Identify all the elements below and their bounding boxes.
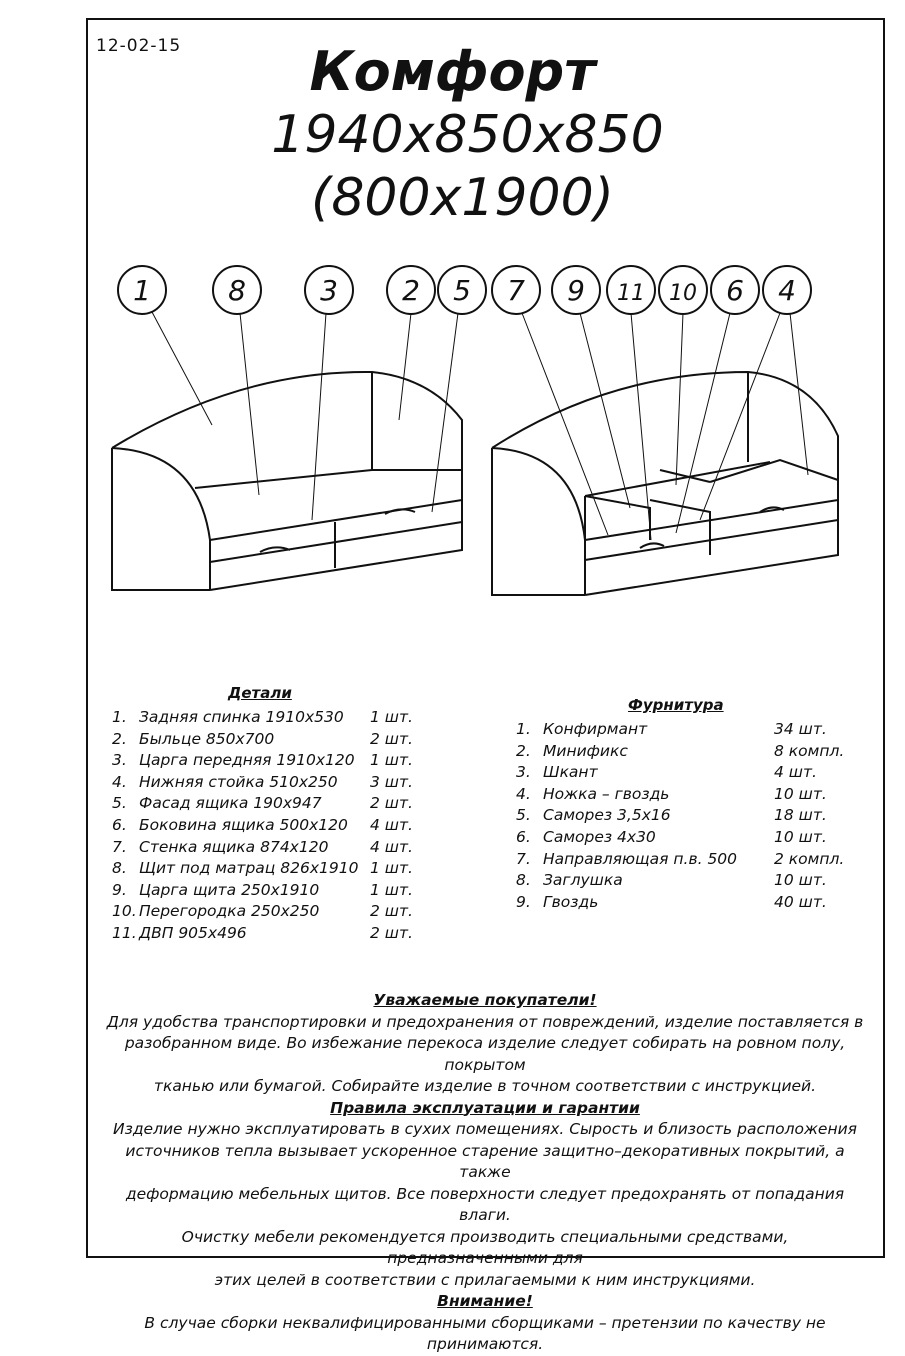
svg-text:7: 7 (507, 274, 525, 307)
parts-item (112, 815, 432, 837)
item-number: 11. (112, 923, 137, 942)
item-name: Саморез 3,5x16 (543, 806, 671, 825)
parts-list (112, 707, 432, 945)
item-number: 2. (516, 741, 531, 760)
hardware-item (516, 892, 856, 914)
item-name: Царга щита 250x1910 (139, 880, 320, 899)
item-quantity: 1 шт. (370, 859, 413, 878)
hardware-item (516, 827, 856, 849)
bed-assembled-drawing (112, 372, 462, 590)
warning-line: В случае сборки неквалифицированными сборщиками – претензии по качеству не принимаются. (144, 1313, 826, 1353)
hardware-item (516, 784, 856, 806)
hardware-item (516, 741, 856, 763)
svg-text:4: 4 (778, 274, 796, 307)
callout-8 (213, 266, 261, 314)
item-name: Задняя спинка 1910x530 (139, 708, 344, 726)
hardware-item (516, 870, 856, 892)
parts-item (112, 837, 432, 859)
parts-item (112, 772, 432, 794)
svg-text:8: 8 (228, 274, 246, 307)
item-name: Боковина ящика 500x120 (139, 815, 348, 834)
parts-item (112, 750, 432, 772)
item-name: Ножка – гвоздь (543, 784, 670, 803)
product-dimensions: 1940x850x850 (271, 105, 664, 165)
rules-line: деформацию мебельных щитов. Все поверхности следует предохранять от попадания влаги. (125, 1184, 845, 1224)
rules-line: этих целей в соответствии с прилагаемыми к ним инструкциями. (214, 1270, 756, 1289)
svg-text:3: 3 (320, 274, 338, 307)
item-quantity: 2 шт. (370, 794, 413, 813)
hardware-item (516, 849, 856, 871)
callout-2 (387, 266, 435, 314)
item-name: Шкант (543, 763, 598, 782)
item-number: 1. (516, 720, 531, 738)
item-number: 9. (516, 892, 531, 911)
item-name: Нижняя стойка 510x250 (139, 772, 338, 791)
item-name: Щит под матрац 826x1910 (139, 859, 359, 878)
item-name: Гвоздь (543, 892, 599, 911)
callout-1 (118, 266, 166, 314)
rules-line: Очистку мебели рекомендуется производить специальными средствами, предназначенными для (181, 1227, 789, 1267)
item-quantity: 40 шт. (774, 892, 827, 911)
item-name: Фасад ящика 190x947 (139, 794, 322, 813)
item-number: 6. (516, 827, 531, 846)
greeting-line: тканью или бумагой. Собирайте изделие в точном соответствии с инструкцией. (153, 1077, 817, 1095)
callout-9 (552, 266, 600, 314)
mattress-size: (800x1900) (311, 168, 614, 228)
item-quantity: 10 шт. (774, 871, 827, 890)
item-number: 3. (516, 763, 531, 782)
item-name: Царга передняя 1910x120 (139, 751, 355, 770)
callout-7 (492, 266, 540, 314)
item-quantity: 18 шт. (774, 806, 827, 825)
item-name: Заглушка (543, 871, 623, 890)
item-quantity: 10 шт. (774, 784, 827, 803)
parts-item (112, 880, 432, 902)
notes-section (100, 990, 870, 1356)
item-name: Направляющая п.в. 500 (543, 849, 738, 868)
item-number: 4. (516, 784, 531, 803)
item-number: 10. (112, 902, 137, 921)
warning-heading: Внимание! (437, 1292, 533, 1310)
hardware-list (516, 719, 856, 913)
parts-item (112, 729, 432, 751)
parts-item (112, 923, 432, 945)
item-number: 3. (112, 751, 127, 770)
item-number: 8. (516, 871, 531, 890)
item-number: 5. (516, 806, 531, 825)
item-quantity: 10 шт. (774, 827, 827, 846)
item-number: 7. (516, 849, 531, 868)
item-quantity: 4 шт. (370, 815, 413, 834)
rules-line: источников тепла вызывает ускоренное старение защитно–декоративных покрытий, а также (125, 1141, 845, 1181)
callout-11 (607, 266, 655, 314)
item-name: Стенка ящика 874x120 (139, 837, 329, 856)
rules-line: Изделие нужно эксплуатировать в сухих помещениях. Сырость и близость расположения (112, 1120, 857, 1138)
item-quantity: 1 шт. (370, 708, 413, 726)
parts-item (112, 793, 432, 815)
leader-lines (152, 312, 808, 540)
document-code: 12-02-15 (96, 36, 182, 56)
svg-text:1: 1 (133, 274, 151, 307)
hardware-item (516, 762, 856, 784)
bed-frame-drawing (492, 372, 838, 595)
callout-4 (763, 266, 811, 314)
svg-text:6: 6 (726, 274, 744, 307)
callout-5 (438, 266, 486, 314)
hardware-item (516, 719, 856, 741)
item-quantity: 1 шт. (370, 751, 413, 770)
greeting-heading: Уважаемые покупатели! (373, 991, 597, 1009)
svg-text:9: 9 (567, 274, 585, 307)
callout-6 (711, 266, 759, 314)
item-number: 7. (112, 837, 127, 856)
item-number: 1. (112, 708, 127, 726)
callout-3 (305, 266, 353, 314)
svg-text:5: 5 (453, 274, 471, 307)
product-title: Комфорт (309, 40, 596, 103)
item-name: ДВП 905x496 (139, 923, 247, 942)
item-number: 2. (112, 729, 127, 748)
parts-item (112, 858, 432, 880)
item-quantity: 4 шт. (370, 837, 413, 856)
item-quantity: 1 шт. (370, 880, 413, 899)
rules-heading: Правила эксплуатации и гарантии (330, 1098, 640, 1117)
item-number: 6. (112, 815, 127, 834)
svg-text:2: 2 (402, 274, 420, 307)
item-quantity: 34 шт. (774, 720, 827, 738)
item-number: 9. (112, 880, 127, 899)
item-quantity: 3 шт. (370, 772, 413, 791)
svg-text:11: 11 (617, 281, 645, 306)
item-quantity: 2 шт. (370, 729, 413, 748)
item-quantity: 4 шт. (774, 763, 817, 782)
callout-10 (659, 266, 707, 314)
item-name: Быльце 850x700 (139, 729, 275, 748)
parts-heading: Детали (228, 684, 292, 702)
item-name: Конфирмант (543, 720, 648, 738)
greeting-line: Для удобства транспортировки и предохранения от повреждений, изделие поставляется в (106, 1012, 864, 1031)
item-number: 5. (112, 794, 127, 813)
item-quantity: 2 шт. (370, 902, 413, 921)
greeting-line: разобранном виде. Во избежание перекоса изделие следует собирать на ровном полу, покрытом (124, 1034, 846, 1074)
item-quantity: 2 компл. (774, 849, 845, 868)
item-quantity: 2 шт. (370, 923, 413, 942)
item-number: 8. (112, 859, 127, 878)
parts-item (112, 901, 432, 923)
hardware-item (516, 805, 856, 827)
item-number: 4. (112, 772, 127, 791)
callout-group (118, 266, 811, 314)
hardware-heading: Фурнитура (628, 696, 724, 714)
parts-item (112, 707, 432, 729)
svg-text:10: 10 (669, 281, 697, 306)
item-name: Саморез 4x30 (543, 827, 656, 846)
item-name: Перегородка 250x250 (139, 902, 320, 921)
item-name: Минификс (543, 741, 628, 760)
item-quantity: 8 компл. (774, 741, 845, 760)
